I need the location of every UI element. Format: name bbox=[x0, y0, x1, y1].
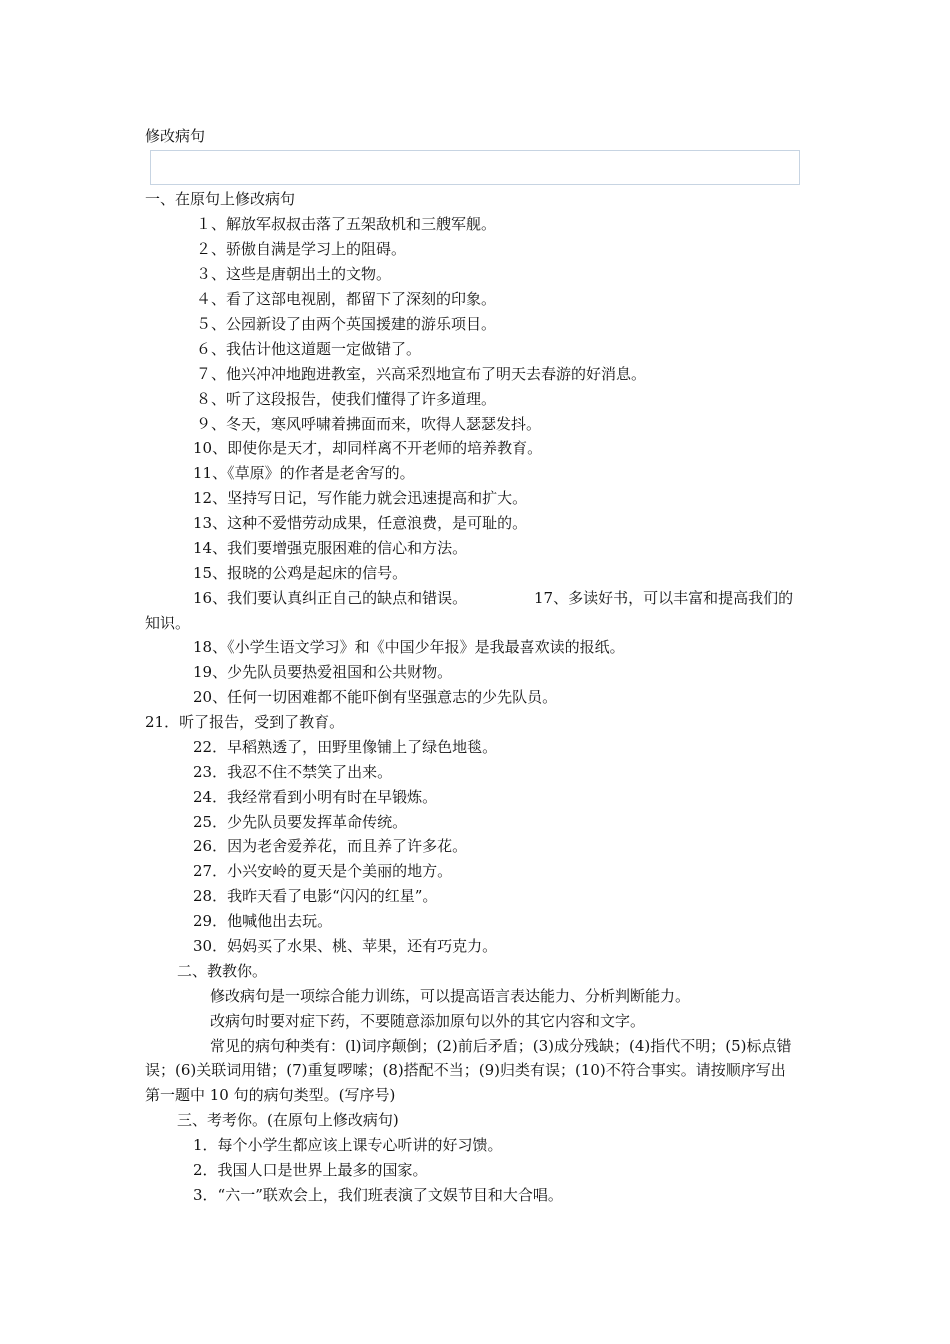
list-item: ６、我估计他这道题一定做错了。 bbox=[196, 340, 422, 358]
part1-heading: 一、在原句上修改病句 bbox=[145, 190, 296, 208]
paragraph: 常见的病句种类有：(l)词序颠倒；(2)前后矛盾；(3)成分残缺；(4)指代不明；(5)标点错 bbox=[210, 1037, 792, 1055]
list-item: 11、《草原》的作者是老舍写的。 bbox=[193, 464, 415, 482]
part3-heading: 三、考考你。(在原句上修改病句) bbox=[177, 1111, 399, 1129]
paragraph: 第一题中 10 句的病句类型。(写序号) bbox=[145, 1086, 396, 1104]
list-item: 19、少先队员要热爱祖国和公共财物。 bbox=[193, 663, 453, 681]
paragraph: 误；(6)关联词用错；(7)重复啰嗦；(8)搭配不当；(9)归类有误；(10)不符合事实。请按顺序写出 bbox=[145, 1061, 786, 1079]
list-item: 17、多读好书，可以丰富和提高我们的 bbox=[534, 589, 794, 607]
list-item: ４、看了这部电视剧，都留下了深刻的印象。 bbox=[196, 290, 497, 308]
list-item: 2．我国人口是世界上最多的国家。 bbox=[193, 1161, 428, 1179]
list-item: 15、报晓的公鸡是起床的信号。 bbox=[193, 564, 408, 582]
list-item: １、解放军叔叔击落了五架敌机和三艘军舰。 bbox=[196, 215, 497, 233]
list-item: 30．妈妈买了水果、桃、苹果，还有巧克力。 bbox=[193, 937, 498, 955]
list-item: 26．因为老舍爱养花，而且养了许多花。 bbox=[193, 837, 468, 855]
paragraph: 改病句时要对症下药，不要随意添加原句以外的其它内容和文字。 bbox=[210, 1012, 646, 1030]
list-item: 13、这种不爱惜劳动成果，任意浪费，是可耻的。 bbox=[193, 514, 528, 532]
list-item-continuation: 知识。 bbox=[145, 614, 191, 632]
list-item: ５、公园新设了由两个英国援建的游乐项目。 bbox=[196, 315, 497, 333]
list-item: 14、我们要增强克服困难的信心和方法。 bbox=[193, 539, 468, 557]
part2-heading: 二、教教你。 bbox=[177, 962, 268, 980]
paragraph: 修改病句是一项综合能力训练，可以提高语言表达能力、分析判断能力。 bbox=[210, 987, 691, 1005]
list-item: 28．我昨天看了电影“闪闪的红星”。 bbox=[193, 887, 438, 905]
list-item: 27．小兴安岭的夏天是个美丽的地方。 bbox=[193, 862, 453, 880]
list-item: ９、冬天，寒风呼啸着拂面而来，吹得人瑟瑟发抖。 bbox=[196, 415, 542, 433]
list-item: 23．我忍不住不禁笑了出来。 bbox=[193, 763, 393, 781]
list-item: 22．早稻熟透了，田野里像铺上了绿色地毯。 bbox=[193, 738, 498, 756]
list-item: 25．少先队员要发挥革命传统。 bbox=[193, 813, 408, 831]
list-item: ２、骄傲自满是学习上的阻碍。 bbox=[196, 240, 407, 258]
list-item: 16、我们要认真纠正自己的缺点和错误。 bbox=[193, 589, 468, 607]
blank-input-box bbox=[150, 150, 800, 185]
list-item: 21．听了报告，受到了教育。 bbox=[145, 713, 345, 731]
list-item: 3．“六一”联欢会上，我们班表演了文娱节目和大合唱。 bbox=[193, 1186, 563, 1204]
list-item: 29．他喊他出去玩。 bbox=[193, 912, 333, 930]
list-item: ３、这些是唐朝出土的文物。 bbox=[196, 265, 392, 283]
list-item: ７、他兴冲冲地跑进教室，兴高采烈地宣布了明天去春游的好消息。 bbox=[196, 365, 647, 383]
list-item: 24．我经常看到小明有时在早锻炼。 bbox=[193, 788, 438, 806]
list-item: 18、《小学生语文学习》和《中国少年报》是我最喜欢读的报纸。 bbox=[193, 638, 625, 656]
list-item: 10、即使你是天才，却同样离不开老师的培养教育。 bbox=[193, 439, 543, 457]
list-item: ８、听了这段报告，使我们懂得了许多道理。 bbox=[196, 390, 497, 408]
list-item: 20、任何一切困难都不能吓倒有坚强意志的少先队员。 bbox=[193, 688, 558, 706]
list-item: 1．每个小学生都应该上课专心听讲的好习馈。 bbox=[193, 1136, 503, 1154]
list-item: 12、坚持写日记，写作能力就会迅速提高和扩大。 bbox=[193, 489, 528, 507]
document-title: 修改病句 bbox=[145, 127, 206, 145]
